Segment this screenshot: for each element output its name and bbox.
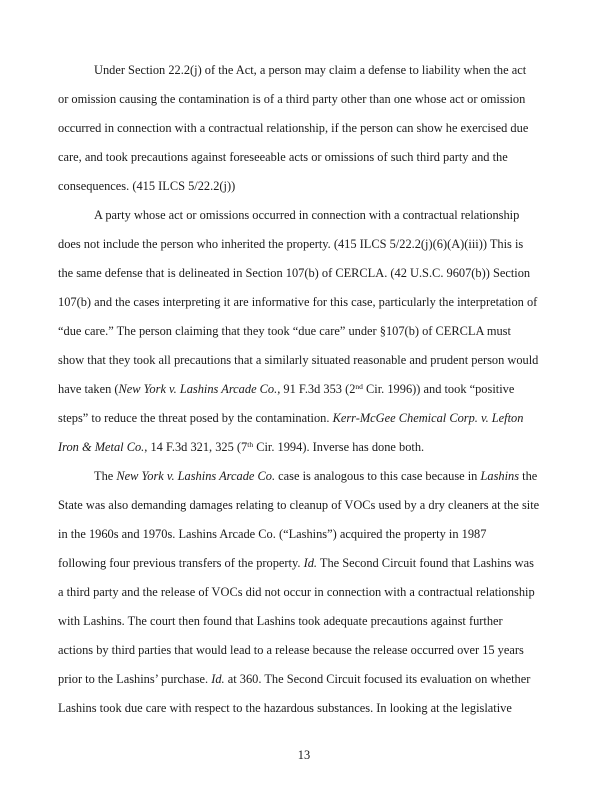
case-citation: Iron & Metal Co. [58, 440, 145, 454]
text-line [58, 381, 514, 397]
text-line [58, 265, 530, 281]
ordinal-suffix: th [247, 440, 254, 449]
text-run: following four previous transfers of the property. [58, 556, 304, 570]
text-run: Under Section 22.2(j) of the Act, a person may claim a defense to liability when the act [94, 63, 527, 77]
text-run: at 360. The Second Circuit focused its evaluation on whether [224, 672, 531, 686]
text-run: the same defense that is delineated in Section 107(b) of CERCLA. (42 U.S.C. 9607(b)) Section [58, 266, 531, 280]
text-run: A party whose act or omissions occurred in connection with a contractual relationship [94, 208, 520, 222]
text-run: The [94, 469, 117, 483]
text-line [58, 236, 523, 252]
text-run: , 14 F.3d 321, 325 (7 [144, 440, 248, 454]
text-run: Lashins took due care with respect to the hazardous substances. In looking at the legislative [58, 701, 512, 715]
text-run: “due care.” The person claiming that they took “due care” under §107(b) of CERCLA must [58, 324, 511, 338]
text-line [58, 149, 508, 165]
text-line [58, 555, 534, 571]
text-run: steps” to reduce the threat posed by the contamination. [58, 411, 333, 425]
page-number: 13 [297, 748, 311, 762]
text-run: in the 1960s and 1970s. Lashins Arcade Co. (“Lashins”) acquired the property in 1987 [58, 527, 487, 541]
text-run: The Second Circuit found that Lashins was [317, 556, 534, 570]
case-citation: Lashins [480, 469, 520, 483]
text-line [58, 642, 524, 658]
text-line [58, 178, 235, 194]
text-run: a third party and the release of VOCs did not occur in connection with a contractual relationship [58, 585, 535, 599]
text-line [58, 323, 511, 339]
text-line [58, 352, 538, 368]
text-line [58, 294, 537, 310]
text-run: Cir. 1996)) and took “positive [362, 382, 515, 396]
text-line [58, 700, 512, 716]
text-line [58, 410, 523, 426]
text-run: , 91 F.3d 353 (2 [277, 382, 356, 396]
text-line [58, 613, 503, 629]
text-run: care, and took precautions against foreseeable acts or omissions of such third party and the [58, 150, 508, 164]
text-run: State was also demanding damages relating to cleanup of VOCs used by a dry cleaners at the site [58, 498, 540, 512]
case-citation: Kerr-McGee Chemical Corp. v. Lefton [332, 411, 524, 425]
text-run: have taken ( [58, 382, 119, 396]
text-run: Cir. 1994). Inverse has done both. [253, 440, 425, 454]
text-run: occurred in connection with a contractual relationship, if the person can show he exercised due [58, 121, 529, 135]
case-citation: New York v. Lashins Arcade Co. [116, 469, 276, 483]
text-run: case is analogous to this case because in [275, 469, 481, 483]
case-citation: New York v. Lashins Arcade Co. [118, 382, 278, 396]
text-run: 107(b) and the cases interpreting it are informative for this case, particularly the interpretation of [58, 295, 538, 309]
text-line [58, 526, 486, 542]
text-run: with Lashins. The court then found that Lashins took adequate precautions against further [58, 614, 503, 628]
text-line [58, 91, 525, 107]
ordinal-suffix: nd [355, 382, 363, 391]
text-run: actions by third parties that would lead to a release because the release occurred over 15 years [58, 643, 524, 657]
text-line [58, 497, 539, 513]
text-line [58, 671, 530, 687]
case-citation: Id. [303, 556, 317, 570]
text-line [94, 62, 526, 78]
text-line [94, 207, 519, 223]
text-run: show that they took all precautions that a similarly situated reasonable and prudent person would [58, 353, 539, 367]
text-run: the [519, 469, 538, 483]
text-line [58, 439, 424, 455]
text-run: consequences. (415 ILCS 5/22.2(j)) [58, 179, 236, 193]
text-line [58, 120, 528, 136]
text-run: prior to the Lashins’ purchase. [58, 672, 212, 686]
text-run: or omission causing the contamination is of a third party other than one whose act or omission [58, 92, 526, 106]
text-line [94, 468, 537, 484]
case-citation: Id. [211, 672, 225, 686]
text-run: does not include the person who inherited the property. (415 ILCS 5/22.2(j)(6)(A)(iii)) This is [58, 237, 524, 251]
text-line [58, 584, 535, 600]
